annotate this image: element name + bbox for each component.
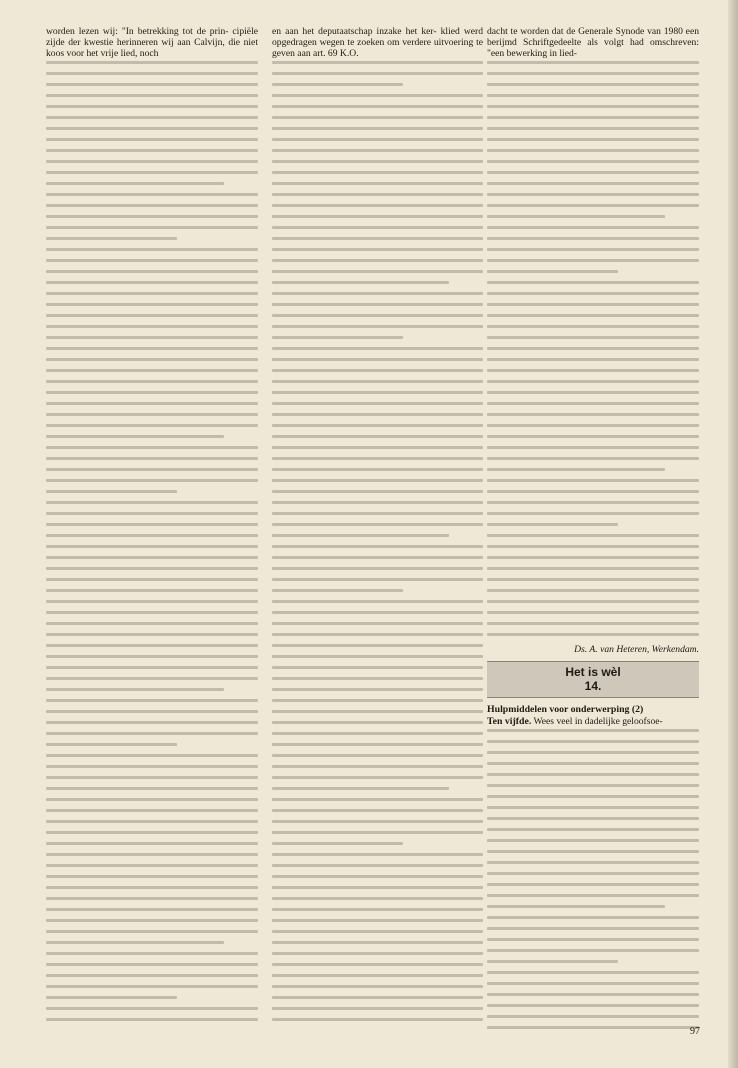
text-line <box>487 589 699 592</box>
text-line <box>487 270 618 273</box>
text-line <box>487 347 699 350</box>
text-line <box>487 259 699 262</box>
text-line <box>487 556 699 559</box>
text-line <box>272 105 483 108</box>
text-line <box>272 699 483 702</box>
text-line <box>46 754 258 757</box>
text-line <box>487 424 699 427</box>
text-line <box>272 864 483 867</box>
text-line <box>46 479 258 482</box>
text-line <box>46 413 258 416</box>
text-line <box>46 545 258 548</box>
text-line <box>46 512 258 515</box>
text-line <box>46 1018 258 1021</box>
text-line <box>46 1007 258 1010</box>
text-line <box>272 875 483 878</box>
text-line <box>46 677 258 680</box>
text-line <box>272 545 483 548</box>
text-line <box>487 883 699 886</box>
column-3-body-text-top <box>487 61 699 636</box>
text-line <box>487 795 699 798</box>
text-line <box>46 358 258 361</box>
text-line <box>46 567 258 570</box>
subheading-2-line <box>487 716 699 727</box>
text-line <box>272 1007 483 1010</box>
text-line <box>46 402 258 405</box>
text-line <box>46 72 258 75</box>
text-line <box>46 765 258 768</box>
text-line <box>272 677 483 680</box>
text-line <box>46 666 258 669</box>
text-line <box>46 237 177 240</box>
column-2-line-1: en aan het deputaatschap inzake het ker- <box>272 26 437 37</box>
text-line <box>46 182 224 185</box>
text-line <box>46 523 258 526</box>
text-line <box>272 611 483 614</box>
text-line <box>272 776 483 779</box>
text-line <box>272 424 483 427</box>
text-line <box>487 105 699 108</box>
text-line <box>272 633 483 636</box>
text-line <box>487 314 699 317</box>
text-line <box>46 556 258 559</box>
text-line <box>272 688 483 691</box>
text-line <box>46 193 258 196</box>
column-2-line-3: verdere uitvoering te geven aan art. 69 K.O. <box>272 37 484 59</box>
text-line <box>272 600 483 603</box>
text-line <box>272 589 403 592</box>
text-line <box>487 905 665 908</box>
text-line <box>272 303 483 306</box>
text-line <box>46 611 258 614</box>
text-line <box>46 94 258 97</box>
text-line <box>272 512 483 515</box>
text-line <box>272 413 483 416</box>
column-3-line-1: dacht te worden dat de Generale Synode van <box>487 26 661 37</box>
text-line <box>46 633 258 636</box>
text-line <box>272 369 483 372</box>
text-line <box>46 127 258 130</box>
text-line <box>46 710 258 713</box>
text-line <box>272 83 403 86</box>
section-title: Het is wèl <box>565 665 621 679</box>
text-line <box>487 534 699 537</box>
text-line <box>272 490 483 493</box>
text-line <box>487 971 699 974</box>
subheading-2-rest: Wees veel in dadelijke geloofsoe- <box>531 716 663 727</box>
text-line <box>487 138 699 141</box>
text-line <box>272 985 483 988</box>
text-line <box>272 171 483 174</box>
text-line <box>487 193 699 196</box>
text-line <box>487 83 699 86</box>
text-line <box>46 490 177 493</box>
text-line <box>272 149 483 152</box>
text-line <box>46 622 258 625</box>
text-line <box>46 798 258 801</box>
text-line <box>487 545 699 548</box>
text-line <box>487 446 699 449</box>
section-number: 14. <box>584 679 602 693</box>
text-line <box>46 248 258 251</box>
text-line <box>46 424 258 427</box>
text-line <box>272 534 449 537</box>
column-1-line-1: worden lezen wij: "In betrekking tot de prin- <box>46 26 229 37</box>
text-line <box>272 325 483 328</box>
text-line <box>487 806 699 809</box>
text-line <box>272 215 483 218</box>
text-line <box>272 270 483 273</box>
text-line <box>487 116 699 119</box>
text-line <box>487 204 699 207</box>
text-line <box>46 952 258 955</box>
text-line <box>272 996 483 999</box>
text-line <box>272 666 483 669</box>
text-line <box>487 457 699 460</box>
text-line <box>272 622 483 625</box>
text-line <box>272 94 483 97</box>
text-line <box>272 853 483 856</box>
text-line <box>487 729 699 732</box>
text-line <box>487 927 699 930</box>
text-line <box>46 446 258 449</box>
text-line <box>46 501 258 504</box>
text-line <box>272 963 483 966</box>
text-line <box>487 872 699 875</box>
text-line <box>487 226 699 229</box>
text-line <box>46 875 258 878</box>
text-line <box>272 501 483 504</box>
column-2-opening <box>272 26 483 59</box>
text-line <box>272 886 483 889</box>
text-line <box>487 938 699 941</box>
text-line <box>46 699 258 702</box>
text-line <box>46 644 258 647</box>
text-line <box>487 817 699 820</box>
text-line <box>46 226 258 229</box>
text-line <box>46 325 258 328</box>
text-line <box>487 402 699 405</box>
text-line <box>487 993 699 996</box>
text-line <box>487 61 699 64</box>
text-line <box>487 380 699 383</box>
text-line <box>487 237 699 240</box>
article-subheading: Hulpmiddelen voor onderwerping (2) <box>487 704 644 715</box>
text-line <box>487 784 699 787</box>
text-line <box>272 578 483 581</box>
text-line <box>272 193 483 196</box>
text-line <box>46 215 258 218</box>
text-line <box>487 490 699 493</box>
text-line <box>272 644 483 647</box>
text-line <box>272 61 483 64</box>
text-line <box>487 501 699 504</box>
text-line <box>487 523 618 526</box>
text-line <box>487 567 699 570</box>
article-signature: Ds. A. van Heteren, Werkendam. <box>574 644 699 655</box>
text-line <box>272 842 403 845</box>
text-line <box>46 996 177 999</box>
text-line <box>46 985 258 988</box>
column-3-line-3: had omschreven: "een bewerking in lied- <box>487 37 699 59</box>
text-column-2 <box>272 26 483 1029</box>
text-line <box>272 336 403 339</box>
text-line <box>487 435 699 438</box>
text-line <box>272 798 483 801</box>
text-line <box>272 391 483 394</box>
text-line <box>46 776 258 779</box>
text-line <box>487 773 699 776</box>
text-line <box>46 149 258 152</box>
text-line <box>272 787 449 790</box>
subheading-2: Ten vijfde. <box>487 716 532 727</box>
text-line <box>487 215 665 218</box>
binding-edge <box>728 0 738 1068</box>
text-line <box>46 468 258 471</box>
text-line <box>487 916 699 919</box>
text-line <box>487 633 699 636</box>
text-line <box>46 61 258 64</box>
text-line <box>272 182 483 185</box>
text-line <box>46 138 258 141</box>
text-line <box>487 1015 699 1018</box>
text-line <box>487 622 699 625</box>
text-line <box>46 534 258 537</box>
text-line <box>272 479 483 482</box>
text-line <box>487 468 665 471</box>
text-line <box>272 919 483 922</box>
text-line <box>46 369 258 372</box>
text-line <box>272 292 483 295</box>
text-line <box>272 226 483 229</box>
text-line <box>46 721 258 724</box>
text-line <box>46 809 258 812</box>
column-1-opening <box>46 26 258 59</box>
text-line <box>272 160 483 163</box>
text-line <box>272 248 483 251</box>
text-line <box>487 325 699 328</box>
text-line <box>46 820 258 823</box>
text-line <box>487 94 699 97</box>
text-line <box>46 842 258 845</box>
text-line <box>487 828 699 831</box>
text-line <box>46 974 258 977</box>
text-line <box>487 391 699 394</box>
text-line <box>46 831 258 834</box>
text-line <box>272 897 483 900</box>
text-line <box>272 72 483 75</box>
text-line <box>272 820 483 823</box>
text-line <box>272 809 483 812</box>
text-line <box>272 743 483 746</box>
text-line <box>272 204 483 207</box>
text-line <box>487 248 699 251</box>
text-line <box>46 105 258 108</box>
text-line <box>46 303 258 306</box>
text-line <box>487 982 699 985</box>
column-1-line-2: cipiële zijde der kwestie herinneren wij aan <box>46 26 258 48</box>
text-line <box>46 787 258 790</box>
text-line <box>487 894 699 897</box>
text-line <box>46 897 258 900</box>
text-line <box>272 358 483 361</box>
text-line <box>487 281 699 284</box>
text-line <box>272 435 483 438</box>
text-line <box>46 886 258 889</box>
text-line <box>46 589 258 592</box>
text-line <box>272 523 483 526</box>
text-line <box>487 751 699 754</box>
text-line <box>46 578 258 581</box>
section-header <box>487 661 699 698</box>
text-line <box>272 765 483 768</box>
text-line <box>272 908 483 911</box>
text-line <box>272 952 483 955</box>
text-line <box>272 556 483 559</box>
text-line <box>487 182 699 185</box>
text-line <box>46 281 258 284</box>
text-line <box>46 314 258 317</box>
text-line <box>272 930 483 933</box>
text-line <box>272 732 483 735</box>
text-line <box>272 281 449 284</box>
text-line <box>487 1026 699 1029</box>
text-line <box>46 457 258 460</box>
text-line <box>272 457 483 460</box>
text-line <box>46 435 224 438</box>
text-column-1 <box>46 26 258 1029</box>
text-line <box>272 116 483 119</box>
column-1-body-text <box>46 61 258 1021</box>
column-3-line-2: 1980 een berijmd Schriftgedeelte als volgt <box>487 26 699 48</box>
text-line <box>487 160 699 163</box>
text-line <box>272 710 483 713</box>
column-2-body-text <box>272 61 483 1021</box>
text-line <box>46 743 177 746</box>
text-line <box>272 468 483 471</box>
text-line <box>272 402 483 405</box>
text-line <box>272 347 483 350</box>
text-line <box>487 861 699 864</box>
text-line <box>487 600 699 603</box>
text-line <box>487 413 699 416</box>
text-line <box>46 336 258 339</box>
text-line <box>487 171 699 174</box>
text-line <box>272 138 483 141</box>
text-line <box>487 303 699 306</box>
page-number: 97 <box>690 1026 700 1037</box>
text-line <box>487 1004 699 1007</box>
text-line <box>46 116 258 119</box>
text-line <box>46 853 258 856</box>
text-line <box>487 336 699 339</box>
text-line <box>272 974 483 977</box>
text-line <box>46 347 258 350</box>
text-line <box>46 204 258 207</box>
text-line <box>272 655 483 658</box>
text-line <box>272 127 483 130</box>
text-line <box>487 740 699 743</box>
text-line <box>46 655 258 658</box>
text-line <box>46 941 224 944</box>
text-line <box>487 949 699 952</box>
text-line <box>487 127 699 130</box>
text-line <box>46 864 258 867</box>
text-line <box>46 83 258 86</box>
text-line <box>46 919 258 922</box>
text-line <box>46 732 258 735</box>
text-line <box>487 839 699 842</box>
column-3-body-text-bottom <box>487 729 699 1029</box>
text-line <box>46 380 258 383</box>
text-line <box>272 259 483 262</box>
text-line <box>487 479 699 482</box>
text-line <box>46 292 258 295</box>
text-line <box>487 369 699 372</box>
text-line <box>46 908 258 911</box>
text-line <box>487 960 618 963</box>
text-line <box>46 930 258 933</box>
text-line <box>272 567 483 570</box>
text-line <box>272 721 483 724</box>
text-line <box>487 149 699 152</box>
text-line <box>487 358 699 361</box>
text-line <box>46 688 224 691</box>
text-line <box>46 963 258 966</box>
column-2-line-2: klied werd opgedragen wegen te zoeken om <box>272 26 483 48</box>
text-line <box>46 171 258 174</box>
text-line <box>487 762 699 765</box>
text-line <box>487 72 699 75</box>
text-line <box>46 259 258 262</box>
text-line <box>46 391 258 394</box>
text-line <box>487 578 699 581</box>
text-line <box>487 292 699 295</box>
text-line <box>46 160 258 163</box>
text-line <box>272 314 483 317</box>
text-line <box>272 446 483 449</box>
text-line <box>272 380 483 383</box>
text-line <box>487 850 699 853</box>
text-line <box>272 1018 483 1021</box>
text-line <box>487 512 699 515</box>
column-1-line-3: Calvijn, die niet koos voor het vrije lied, noch <box>46 37 258 59</box>
text-line <box>46 600 258 603</box>
text-line <box>272 941 483 944</box>
text-line <box>46 270 258 273</box>
column-3-opening <box>487 26 699 59</box>
text-line <box>272 237 483 240</box>
text-line <box>272 831 483 834</box>
text-line <box>272 754 483 757</box>
text-line <box>487 611 699 614</box>
text-column-3 <box>487 26 699 1037</box>
